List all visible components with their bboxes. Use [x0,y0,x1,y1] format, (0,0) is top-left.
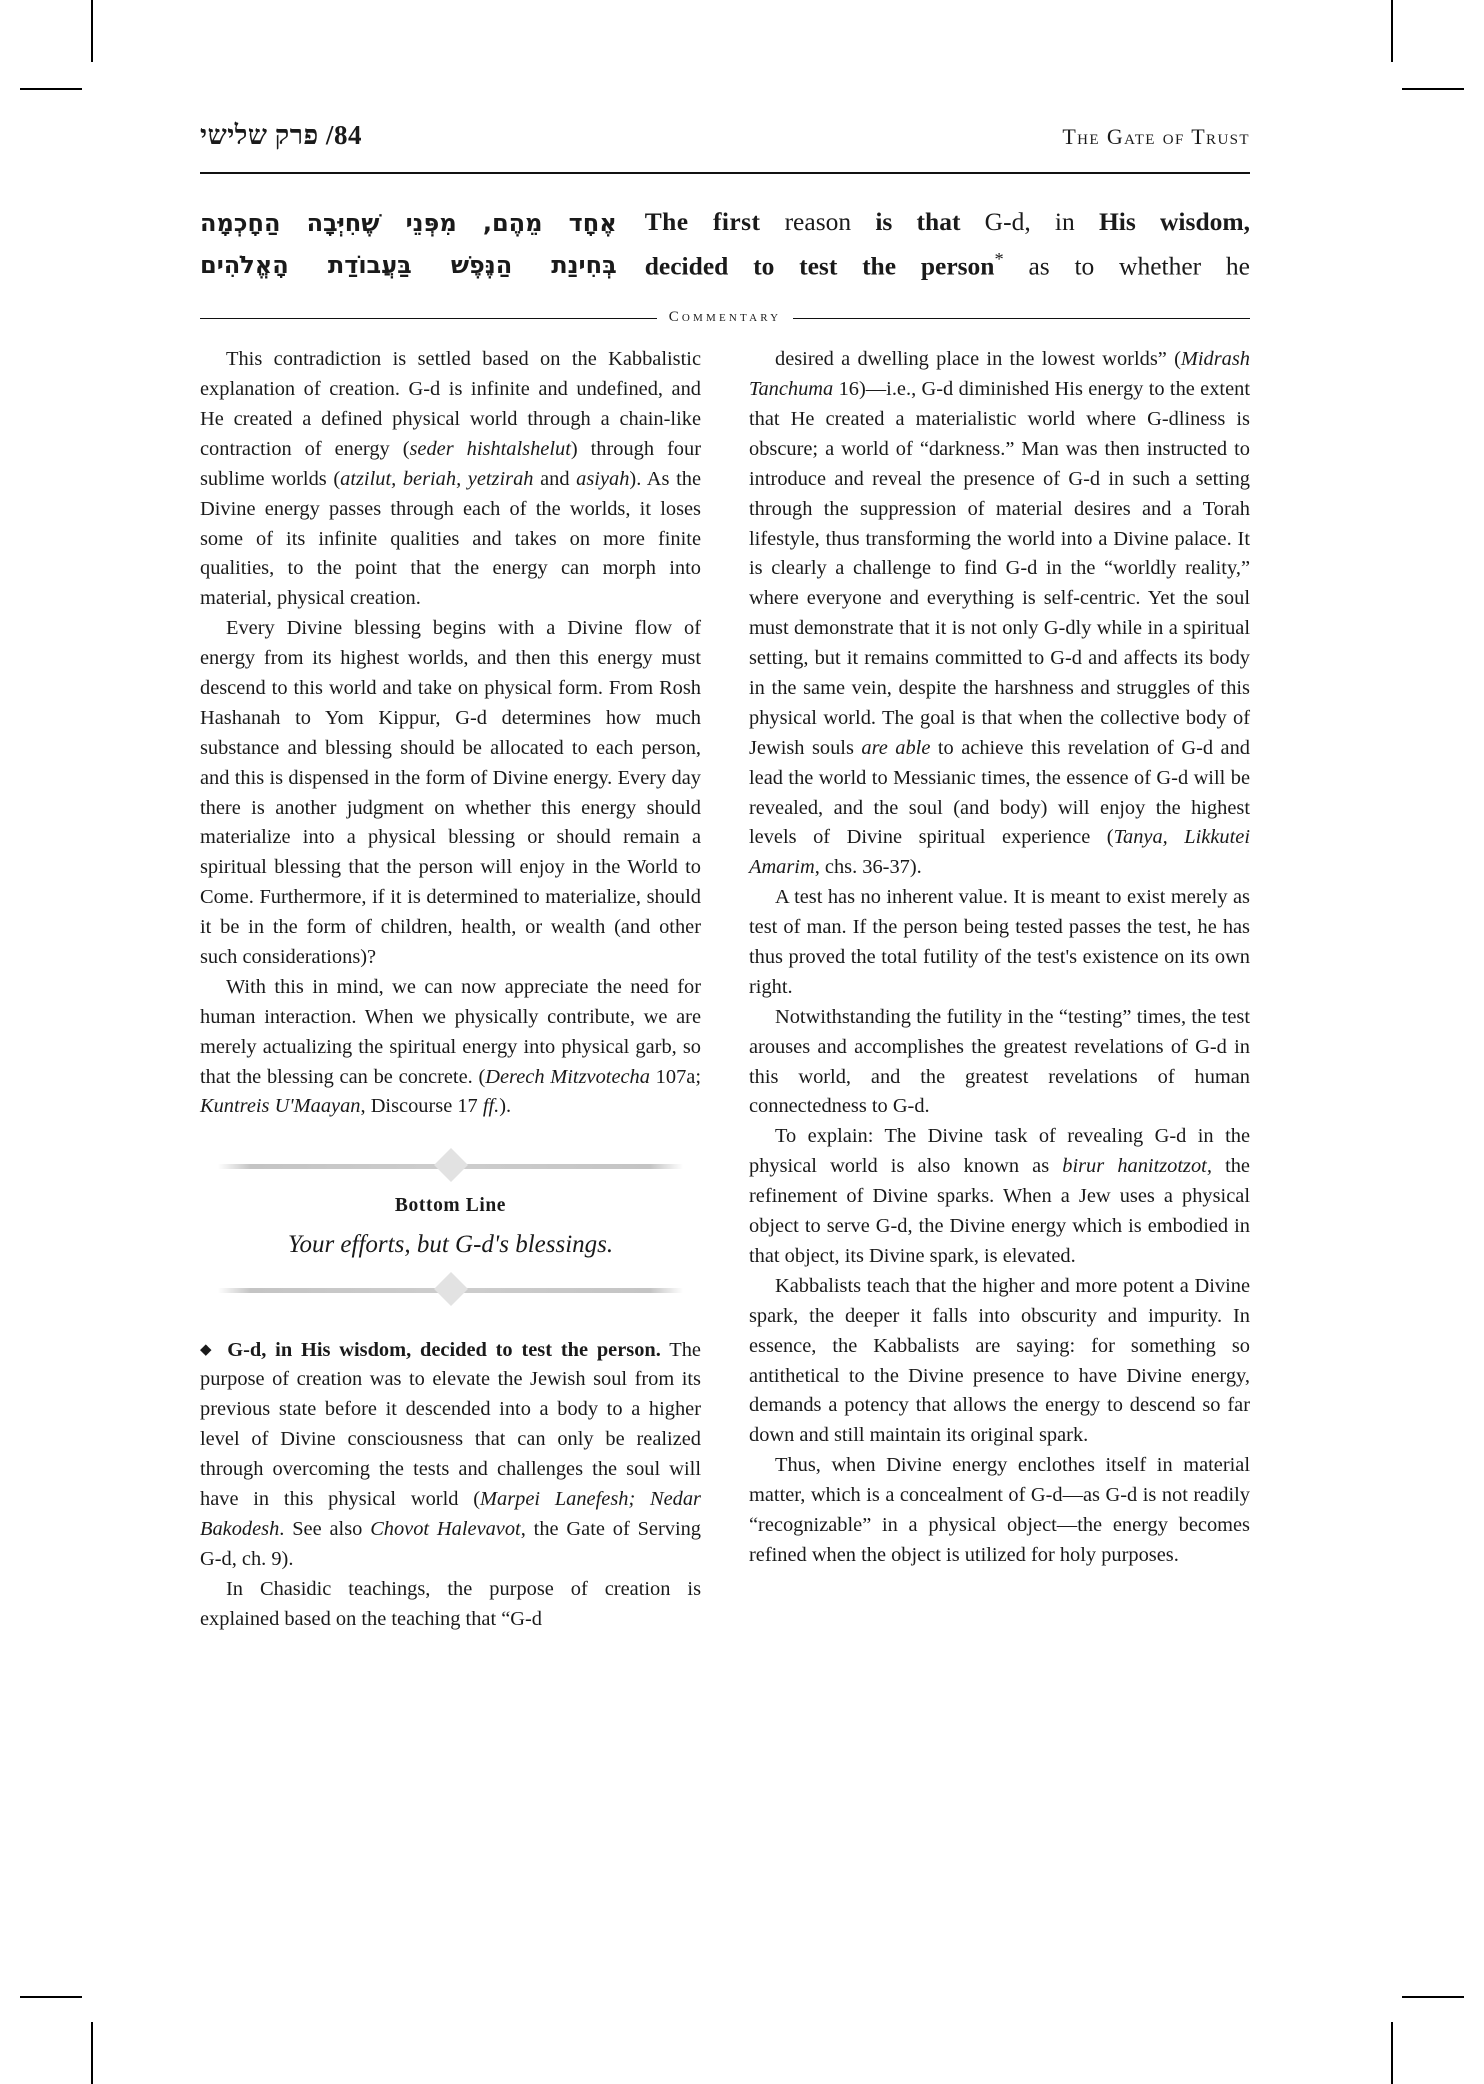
lemma-body: The purpose of creation was to elevate the Jewish soul from its previous state before it descended into a body to a higher level of Divine consciousness that can only be realized through overcoming the tests and challenges the soul will have in this physical world (Marpei Lanefesh; Nedar Bakodesh. See also Chovot Halevavot, the Gate of Serving G-d, ch. 9). [200,1338,702,1570]
footnote-asterisk: * [994,248,1004,269]
english-phrase-as-to-whether-he: as to whether he [1028,251,1251,281]
paragraph: Every Divine blessing begins with a Divine flow of energy from its highest worlds, and then this energy must descend to this world and take on physical form. From Rosh Hashanah to Yom Kippur, G-d determines how much substance and blessing should be allocated to each person, and this is dispensed in the form of Divine energy. Every day there is another judgment on whether this energy should materialize into a physical blessing or should remain a spiritual blessing that the person will enjoy in the World to Come. Furthermore, if it is determined to materialize, should it be in the form of children, health, or wealth (and other such considerations)? [200,617,701,969]
bottom-line-title: Bottom Line [394,1195,507,1217]
hebrew-line-2: בְּחִינַת הַנֶּפֶשׁ בַּעֲבוֹדַת הָאֱלֹהִים [200,251,617,279]
english-word-reason: reason [784,207,852,236]
diamond-icon [434,1272,468,1306]
english-line-2 [645,244,1250,288]
paragraph: Notwithstanding the futility in the “testing” times, the test arouses and accomplishes the greatest revelations of G-d in this world, and the greatest revelations of human connectedness to G-d. [749,1005,1250,1118]
english-phrase-decided-to-test: decided to test the person [644,251,995,281]
ornament-divider-top [218,1152,683,1178]
lemma-paragraph [200,1336,701,1575]
lemma-heading: G-d, in His wisdom, decided to test the person. [227,1338,661,1361]
english-phrase-is-that: is that [875,207,961,236]
paragraph: Thus, when Divine energy enclothes itself in material matter, which is a concealment of G-d—as G-d is not readily “recognizable” in a physical object—the energy becomes refined when the object is utilized for holy purposes. [749,1454,1250,1566]
book-title: The Gate of Trust [1062,124,1250,149]
crop-mark-bottom-left-vertical [91,2022,93,2084]
commentary-rule-right [793,318,1250,319]
crop-mark-bottom-right-horizontal [1402,1996,1464,1998]
paragraph: A test has no inherent value. It is meant to exist merely as test of man. If the person being tested passes the test, he has thus proved the total futility of the test's existence on its own right. [749,886,1250,998]
commentary-divider [200,310,1250,327]
paragraph: With this in mind, we can now appreciate the need for human interaction. When we physically contribute, we are merely actualizing the spiritual energy into physical garb, so that the blessing can be concrete. (Derech Mitzvotecha 107a; Kuntreis U'Maayan, Discourse 17 ff.). [200,975,701,1118]
commentary-label: Commentary [668,309,782,326]
main-text-band [200,200,1250,288]
paragraph: In Chasidic teachings, the purpose of creation is explained based on the teaching that “G-d [200,1577,701,1630]
paragraph: Kabbalists teach that the higher and more potent a Divine spark, the deeper it falls into obscurity and impurity. In essence, the Kabbalists are saying: for something so antithetical to the Divine presence to have Divine energy, demands a potency that allows the energy to descend so far down and still maintain its original spark. [749,1274,1250,1447]
folio-hebrew-chapter: פרק שלישי [200,120,319,150]
commentary-right-column [749,345,1250,1634]
crop-mark-top-right-horizontal [1402,88,1464,90]
english-word-in: in [1054,207,1075,236]
bottom-line-callout [200,1152,701,1301]
commentary-left-column [200,345,701,1634]
crop-mark-bottom-left-horizontal [20,1996,82,1998]
hebrew-line-1: אֶחָד מֵהֶם, מִפְּנֵי שֶׁחִיְּבָה הַחָכְמָה [200,209,617,237]
diamond-bullet-icon: ◆ [200,1341,216,1358]
english-line-1 [645,200,1250,244]
bottom-line-text: Your efforts, but G-d's blessings. [287,1230,614,1258]
english-phrase-his-wisdom: His wisdom, [1098,207,1250,236]
folio-separator: / [325,120,334,150]
english-phrase-the-first: The first [644,207,761,236]
folio-number: 84 [333,120,362,150]
paragraph: desired a dwelling place in the lowest worlds” (Midrash Tanchuma 16)—i.e., G-d diminished His energy to the extent that He created a materialistic world where G-dliness is obscure; a world of “darkness.” Man was then instructed to introduce and reveal the presence of G-d in such a setting through the suppression of material desires and a Torah lifestyle, thus transforming the world into a Divine palace. It is clearly a challenge to find G-d in the “worldly reality,” where everyone and everything is self-centric. Yet the soul must demonstrate that it is not only G-dly while in a spiritual setting, but it remains committed to G-d and affects its body in the same vein, despite the harshness and struggles of this physical world. The goal is that when the collective body of Jewish souls are able to achieve this revelation of G-d and lead the world to Messianic times, the essence of G-d will be revealed, and the soul (and body) will enjoy the highest levels of Divine spiritual experience (Tanya, Likkutei Amarim, chs. 36-37). [749,348,1250,879]
header-rule [200,172,1250,174]
running-head [200,120,1250,166]
english-text-column [617,200,1250,288]
paragraph: This contradiction is settled based on the Kabbalistic explanation of creation. G-d is infinite and undefined, and He created a defined physical world through a chain-like contraction of energy (seder hishtalshelut) through four sublime worlds (atzilut, beriah, yetzirah and asiyah). As the Divine energy passes through each of the worlds, it loses some of its infinite qualities and takes on more finite qualities, to the point that the energy can morph into material, physical creation. [200,348,702,610]
crop-mark-top-left-horizontal [20,88,82,90]
english-word-gd: G-d, [984,207,1031,236]
hebrew-text-column [200,200,617,286]
crop-mark-bottom-right-vertical [1391,2022,1393,2084]
commentary-columns [200,345,1250,1634]
crop-mark-top-left-vertical [91,0,93,62]
commentary-rule-left [200,318,657,319]
ornament-divider-bottom [218,1276,683,1302]
diamond-icon [434,1148,468,1182]
crop-mark-top-right-vertical [1391,0,1393,62]
paragraph: To explain: The Divine task of revealing G-d in the physical world is also known as birur hanitzotzot, the refinement of Divine sparks. When a Jew uses a physical object to serve G-d, the Divine energy which is embodied in that object, its Divine spark, is elevated. [749,1125,1250,1267]
page-body [200,120,1250,1920]
folio [200,120,362,151]
